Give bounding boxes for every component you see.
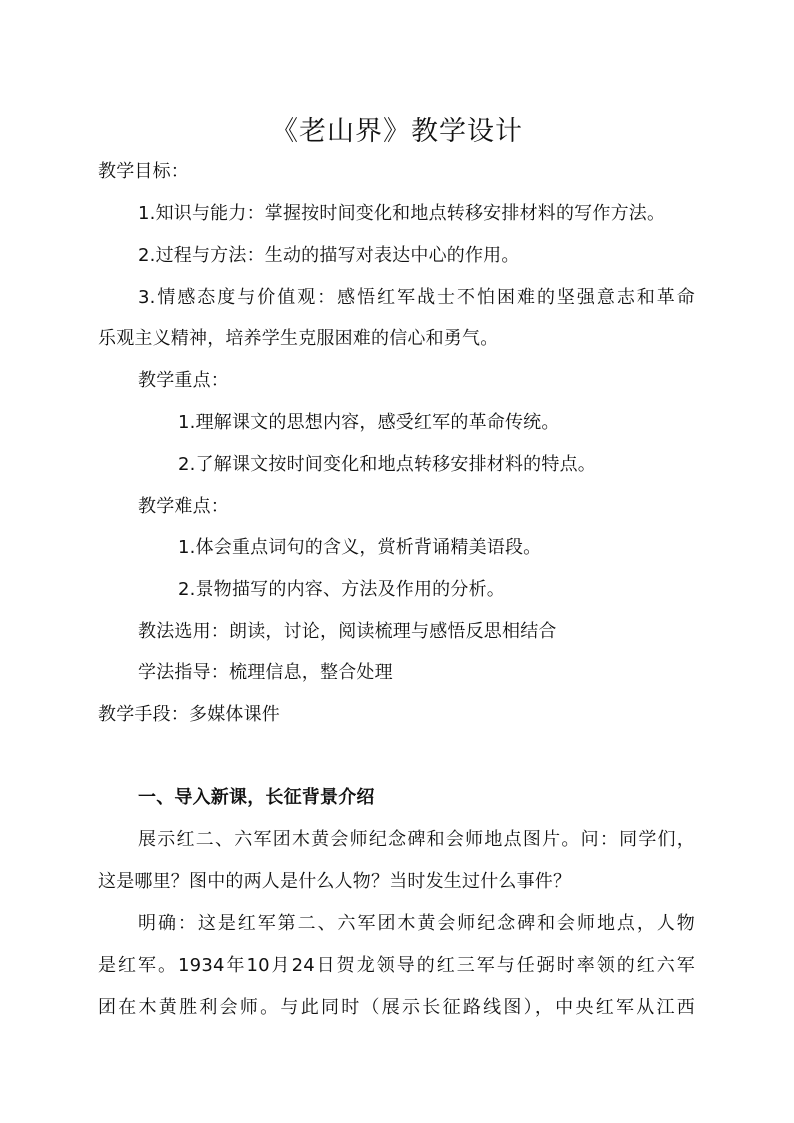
teaching-method: 教法选用：朗读，讨论，阅读梳理与感悟反思相结合 [138, 621, 557, 642]
difficulty-1: 1.体会重点词句的含义，赏析背诵精美语段。 [178, 537, 542, 558]
key-point-1: 1.理解课文的思想内容，感受红军的革命传统。 [178, 412, 560, 433]
difficulty-heading: 教学难点： [138, 496, 229, 517]
study-method: 学法指导：梳理信息，整合处理 [138, 662, 393, 683]
goals-heading: 教学目标： [98, 161, 189, 182]
goal-2: 2.过程与方法：生动的描写对表达中心的作用。 [138, 245, 520, 266]
teaching-means: 教学手段：多媒体课件 [98, 704, 280, 725]
paragraph-2-line-1: 明确：这是红军第二、六军团木黄会师纪念碑和会师地点，人物 [138, 913, 695, 934]
key-point-2: 2.了解课文按时间变化和地点转移安排材料的特点。 [178, 454, 596, 475]
difficulty-2: 2.景物描写的内容、方法及作用的分析。 [178, 579, 505, 600]
goal-3-line-2: 乐观主义精神，培养学生克服困难的信心和勇气。 [98, 328, 499, 349]
document-title: 《老山界》教学设计 [271, 116, 523, 147]
paragraph-2-line-2: 是红军。1934年10月24日贺龙领导的红三军与任弼时率领的红六军 [98, 955, 695, 976]
goal-1: 1.知识与能力：掌握按时间变化和地点转移安排材料的写作方法。 [138, 203, 666, 224]
paragraph-1-line-1: 展示红二、六军团木黄会师纪念碑和会师地点图片。问：同学们， [138, 829, 695, 850]
paragraph-2-line-3: 团在木黄胜利会师。与此同时（展示长征路线图），中央红军从江西 [98, 997, 695, 1018]
goal-3-line-1: 3.情感态度与价值观：感悟红军战士不怕困难的坚强意志和革命 [138, 287, 695, 308]
paragraph-1-line-2: 这是哪里？图中的两人是什么人物？当时发生过什么事件？ [98, 871, 572, 892]
key-points-heading: 教学重点： [138, 370, 229, 391]
section-1-heading: 一、导入新课，长征背景介绍 [138, 787, 375, 808]
